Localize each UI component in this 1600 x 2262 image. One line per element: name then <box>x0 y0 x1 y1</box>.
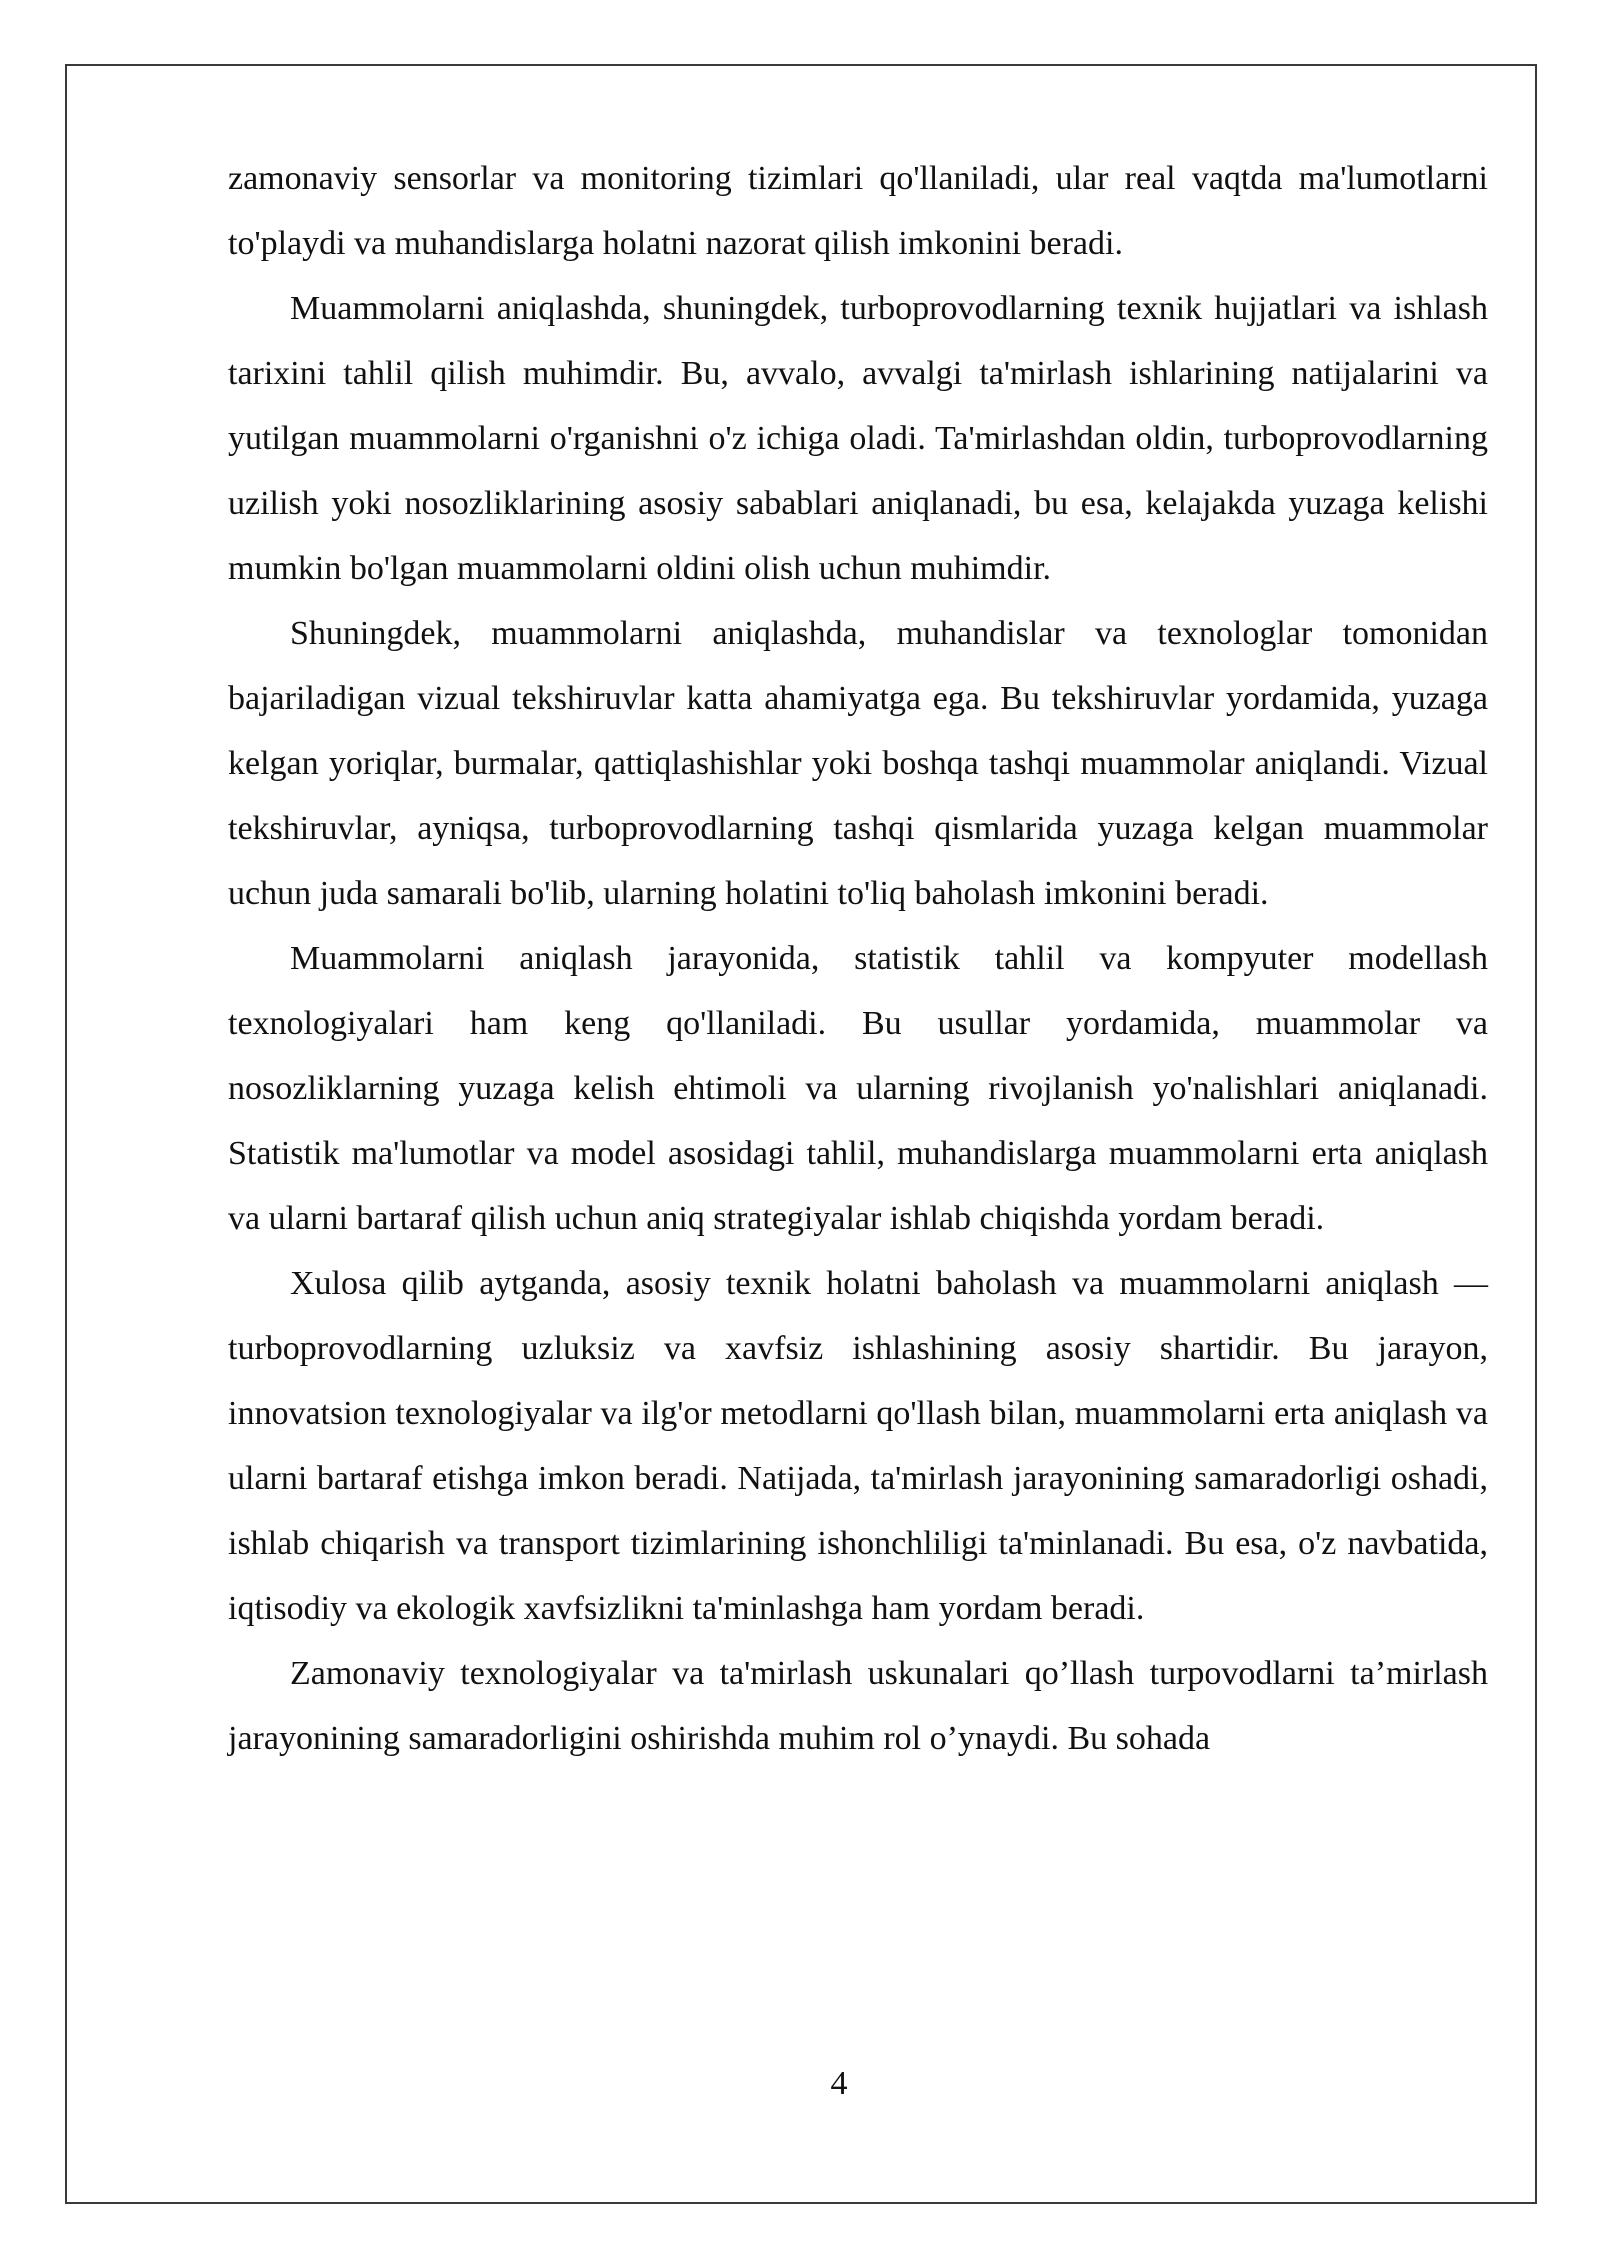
paragraph-continuation: zamonaviy sensorlar va monitoring tizimlari qo'llaniladi, ular real vaqtda ma'lumotlarni to'playdi va muhandislarga holatni nazorat qilish imkonini beradi. <box>228 160 1488 262</box>
paragraph-modern-technologies: Zamonaviy texnologiyalar va ta'mirlash uskunalari qo’llash turpovodlarni ta’mirlash jarayonining samaradorligini oshirishda muhim rol o’ynaydi. Bu sohada <box>228 1655 1488 1757</box>
paragraph-visual-inspection: Shuningdek, muammolarni aniqlashda, muhandislar va texnologlar tomonidan bajariladigan vizual tekshiruvlar katta ahamiyatga ega. Bu tekshiruvlar yordamida, yuzaga kelgan yoriqlar, burmalar, qattiqlashishlar yoki boshqa tashqi muammolar aniqlandi. Vizual tekshiruvlar, ayniqsa, turboprovodlarning tashqi qismlarida yuzaga kelgan muammolar uchun juda samarali bo'lib, ularning holatini to'liq baholash imkonini beradi. <box>228 615 1488 912</box>
document-body <box>228 146 1488 1771</box>
paragraph-statistical-analysis: Muammolarni aniqlash jarayonida, statistik tahlil va kompyuter modellash texnologiyalari ham keng qo'llaniladi. Bu usullar yordamida, muammolar va nosozliklarning yuzaga kelish ehtimoli va ularning rivojlanish yo'nalishlari aniqlanadi. Statistik ma'lumotlar va model asosidagi tahlil, muhandislarga muammolarni erta aniqlash va ularni bartaraf qilish uchun aniq strategiyalar ishlab chiqishda yordam beradi. <box>228 940 1488 1237</box>
paragraph-problem-detection-docs: Muammolarni aniqlashda, shuningdek, turboprovodlarning texnik hujjatlari va ishlash tarixini tahlil qilish muhimdir. Bu, avvalo, avvalgi ta'mirlash ishlarining natijalarini va yutilgan muammolarni o'rganishni o'z ichiga oladi. Ta'mirlashdan oldin, turboprovodlarning uzilish yoki nosozliklarining asosiy sabablari aniqlanadi, bu esa, kelajakda yuzaga kelishi mumkin bo'lgan muammolarni oldini olish uchun muhimdir. <box>228 290 1488 587</box>
paragraph-conclusion: Xulosa qilib aytganda, asosiy texnik holatni baholash va muammolarni aniqlash — turboprovodlarning uzluksiz va xavfsiz ishlashining asosiy shartidir. Bu jarayon, innovatsion texnologiyalar va ilg'or metodlarni qo'llash bilan, muammolarni erta aniqlash va ularni bartaraf etishga imkon beradi. Natijada, ta'mirlash jarayonining samaradorligi oshadi, ishlab chiqarish va transport tizimlarining ishonchliligi ta'minlanadi. Bu esa, o'z navbatida, iqtisodiy va ekologik xavfsizlikni ta'minlashga ham yordam beradi. <box>228 1265 1488 1627</box>
page-number: 4 <box>830 2065 848 2102</box>
